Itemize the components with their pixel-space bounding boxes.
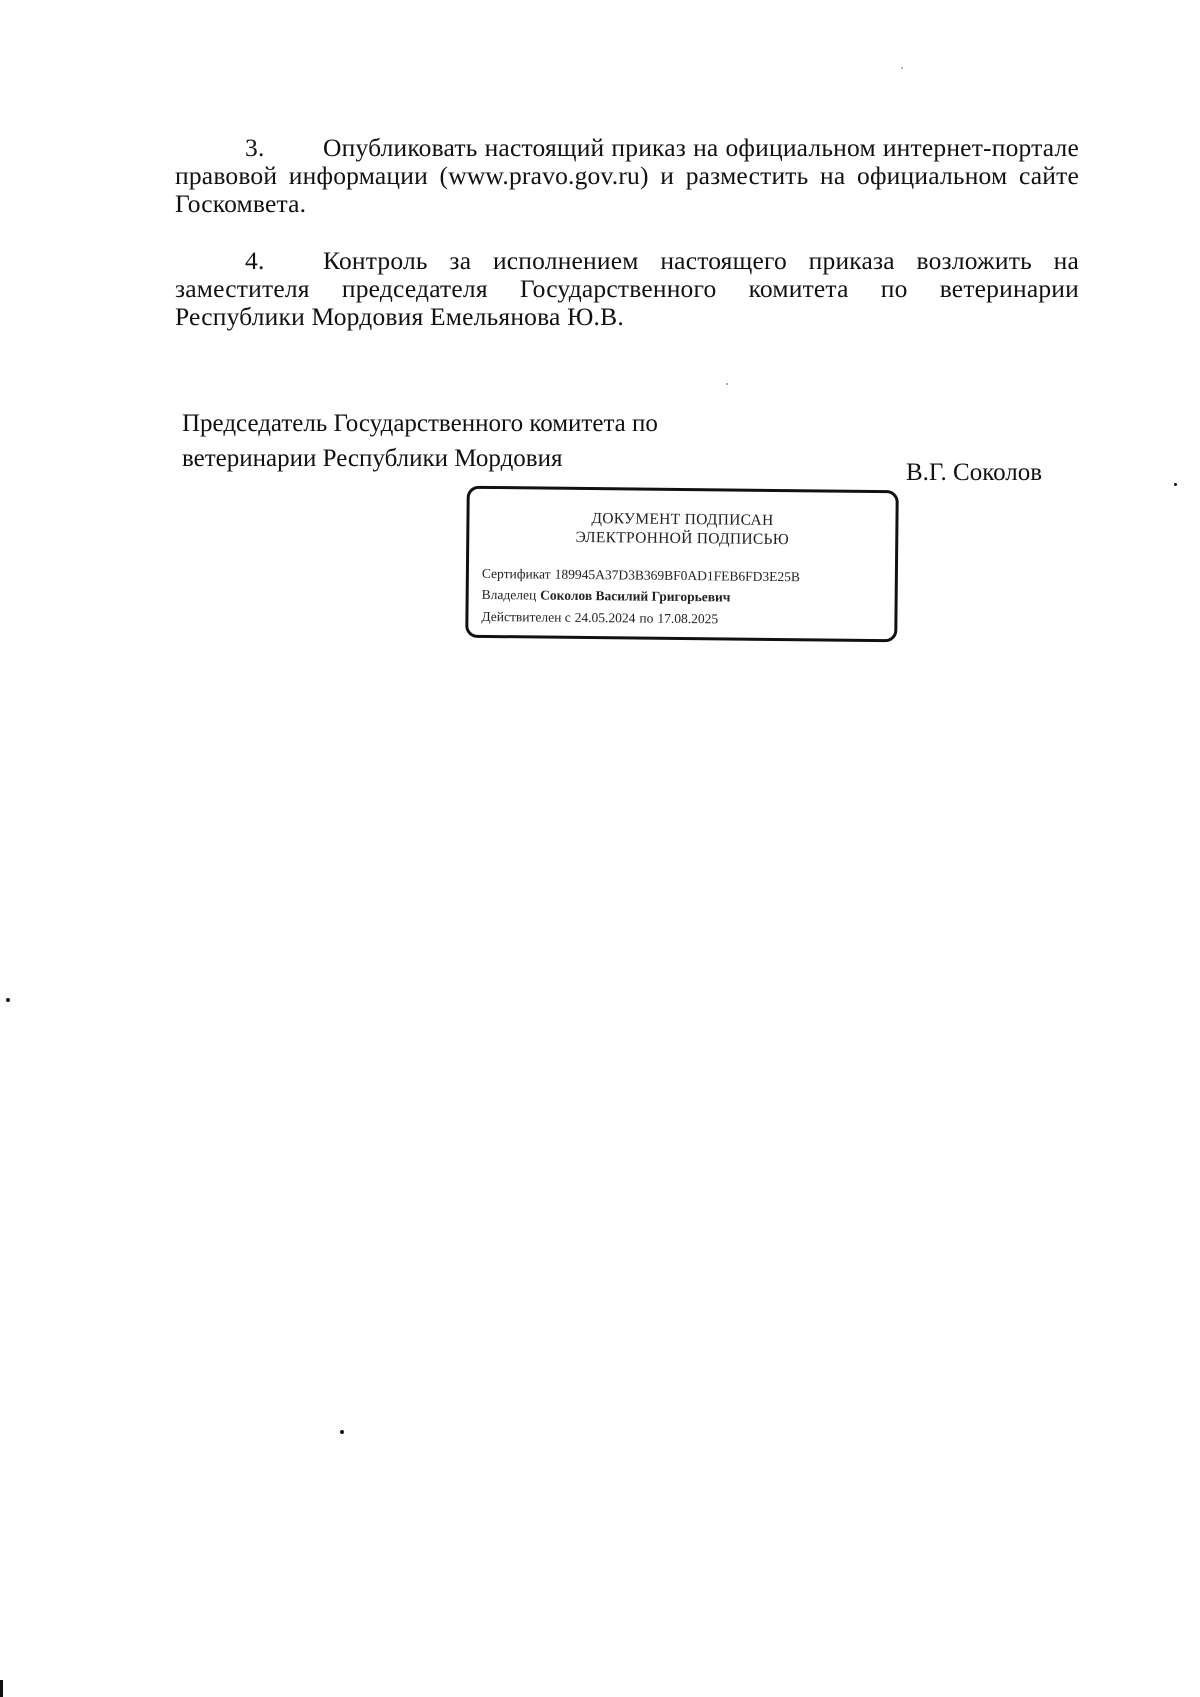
stamp-valid-label: Действителен с xyxy=(481,608,571,625)
stamp-certificate-label: Сертификат xyxy=(481,565,551,582)
scan-speck xyxy=(726,383,728,385)
signatory-title-line-1: Председатель Государственного комитета по xyxy=(182,410,658,437)
stamp-validity-row xyxy=(481,608,718,628)
scan-speck xyxy=(1174,483,1177,486)
order-item-text: Опубликовать настоящий приказ на официальном интернет-портале правовой информации (www.pravo.gov.ru) и разместить на официальном сайте Госкомвета. xyxy=(175,133,1079,218)
scan-speck xyxy=(0,1680,3,1697)
signatory-name: В.Г. Соколов xyxy=(906,459,1043,486)
order-item-number: 3. xyxy=(245,133,265,162)
order-item-text: Контроль за исполнением настоящего приказа возложить на заместителя председателя Государственного комитета по ветеринарии Республики Мордовия Емельянова Ю.В. xyxy=(175,246,1079,331)
stamp-valid-to: 17.08.2025 xyxy=(657,610,719,627)
stamp-heading-line-2: ЭЛЕКТРОННОЙ ПОДПИСЬЮ xyxy=(575,528,790,549)
order-item-3 xyxy=(175,134,1079,218)
stamp-certificate-row xyxy=(482,565,800,586)
stamp-owner-row xyxy=(482,586,731,607)
signatory-title-line-2: ветеринарии Республики Мордовия xyxy=(182,445,563,472)
stamp-owner-label: Владелец xyxy=(481,586,537,603)
stamp-valid-to-label: по xyxy=(639,610,654,626)
scan-speck xyxy=(340,1430,344,1434)
stamp-owner-value: Соколов Василий Григорьевич xyxy=(540,587,731,605)
scan-speck xyxy=(901,67,903,69)
stamp-certificate-value: 189945A37D3B369BF0AD1FEB6FD3E25B xyxy=(554,566,800,585)
order-item-number: 4. xyxy=(245,246,265,275)
order-item-4 xyxy=(175,247,1079,331)
electronic-signature-stamp xyxy=(465,486,899,643)
scan-speck xyxy=(6,998,10,1002)
stamp-heading-line-1: ДОКУМЕНТ ПОДПИСАН xyxy=(591,510,774,529)
stamp-valid-from: 24.05.2024 xyxy=(574,609,636,626)
